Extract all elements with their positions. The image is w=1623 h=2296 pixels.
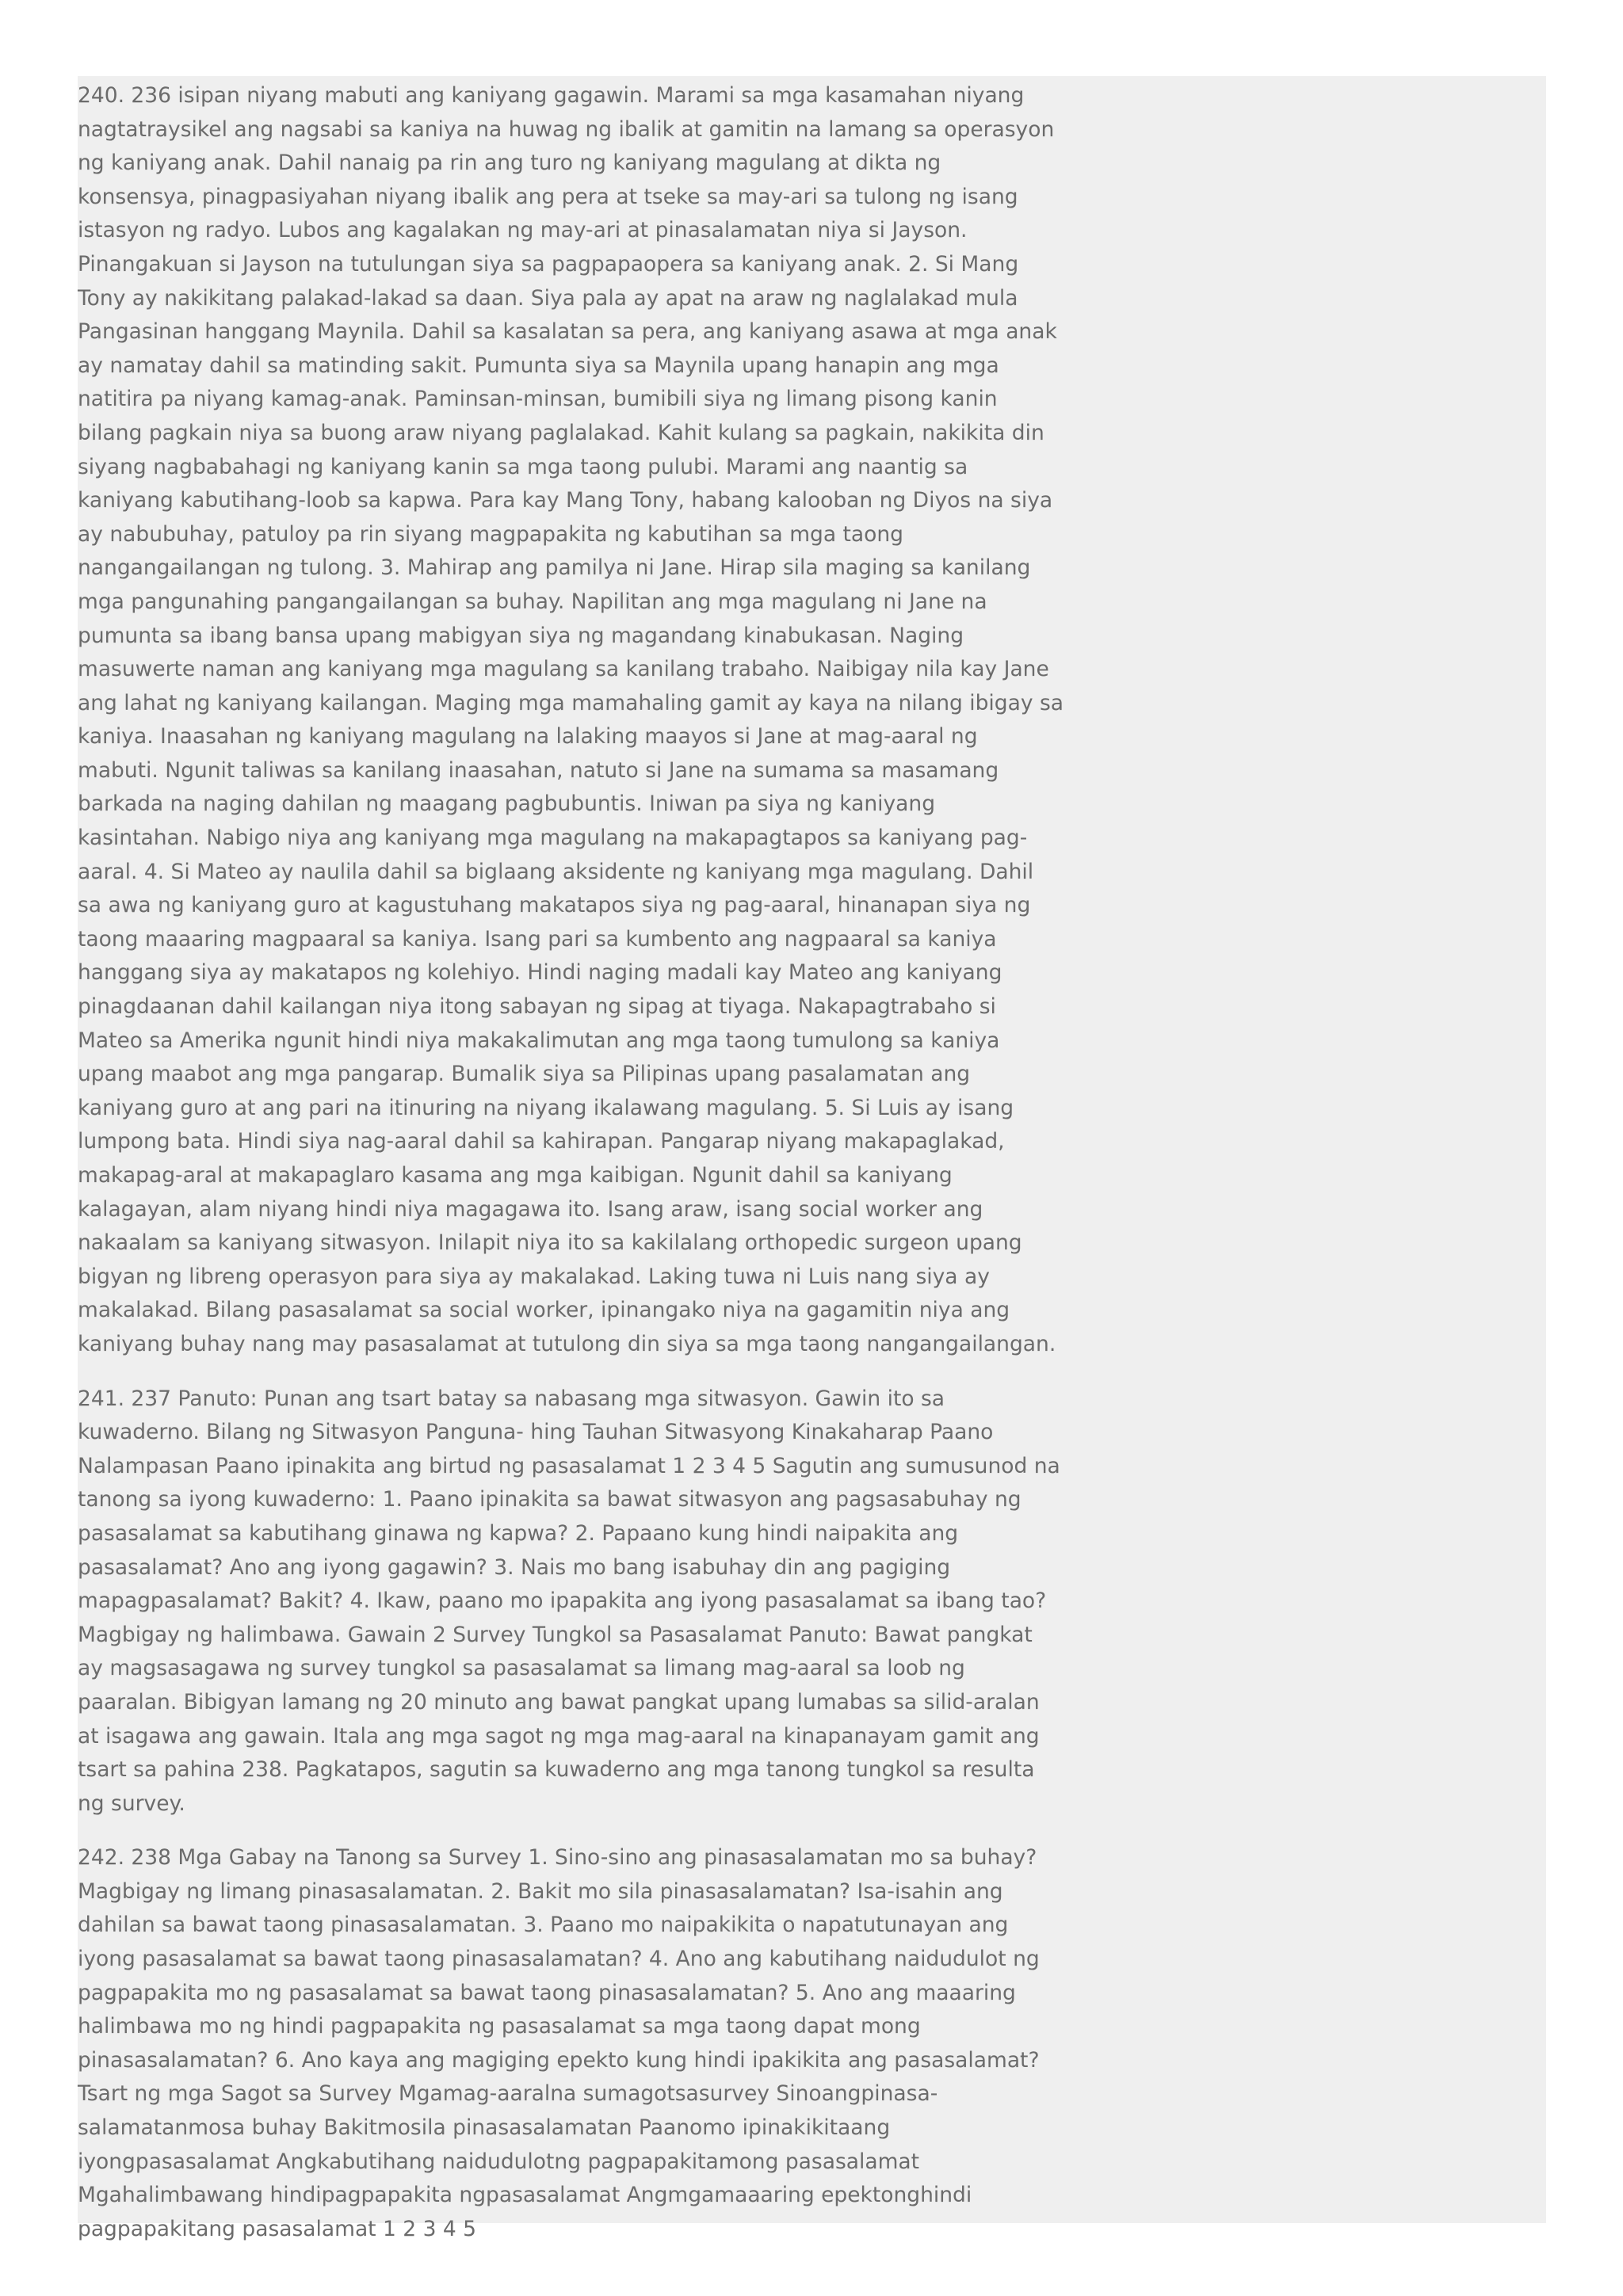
text-column xyxy=(78,76,1064,2267)
paragraph-page-242: 242. 238 Mga Gabay na Tanong sa Survey 1. Sino-sino ang pinasasalamatan mo sa buhay? Magbigay ng limang pinasasalamatan. 2. Bakit mo sila pinasasalamatan? Isa-isahin ang dahilan sa bawat taong pinasasalamatan. 3. Paano mo naipakikita o napatutunayan ang iyong pasasalamat sa bawat taong pinasasalamatan? 4. Ano ang kabutihang naidudulot ng pagpapakita mo ng pasasalamat sa bawat taong pinasasalamatan? 5. Ano ang maaaring halimbawa mo ng hindi pagpapakita ng pasasalamat sa mga taong dapat mong pinasasalamatan? 6. Ano kaya ang magiging epekto kung hindi ipakikita ang pasasalamat? Tsart ng mga Sagot sa Survey Mgamag-aaralna sumagotsasurvey Sinoangpinasa-salamatanmosa buhay Bakitmosila pinasasalamatan Paanomo ipinakikitaang iyongpasasalamat Angkabutihang naidudulotng pagpapakitamong pasasalamat Mgahalimbawang hindipagpapakita ngpasasalamat Angmgamaaaring epektonghindi pagpapakitang pasasalamat 1 2 3 4 5 xyxy=(78,1845,1040,2241)
document-content-box xyxy=(78,76,1546,2241)
paragraph-page-240: 240. 236 isipan niyang mabuti ang kaniyang gagawin. Marami sa mga kasamahan niyang nagtatraysikel ang nagsabi sa kaniya na huwag ng ibalik at gamitin na lamang sa operasyon ng kaniyang anak. Dahil nanaig pa rin ang turo ng kaniyang magulang at dikta ng konsensya, pinagpasiyahan niyang ibalik ang pera at tseke sa may-ari sa tulong ng isang istasyon ng radyo. Lubos ang kagalakan ng may-ari at pinasalamatan niya si Jayson. Pinangakuan si Jayson na tutulungan siya sa pagpapaopera sa kaniyang anak. 2. Si Mang Tony ay nakikitang palakad-lakad sa daan. Siya pala ay apat na araw ng naglalakad mula Pangasinan hanggang Maynila. Dahil sa kasalatan sa pera, ang kaniyang asawa at mga anak ay namatay dahil sa matinding sakit. Pumunta siya sa Maynila upang hanapin ang mga natitira pa niyang kamag-anak. Paminsan-minsan, bumibili siya ng limang pisong kanin bilang pagkain niya sa buong araw niyang paglalakad. Kahit kulang sa pagkain, nakikita din siyang nagbabahagi ng kaniyang kanin sa mga taong pulubi. Marami ang naantig sa kaniyang kabutihang-loob sa kapwa. Para kay Mang Tony, habang kalooban ng Diyos na siya ay nabubuhay, patuloy pa rin siyang magpapakita ng kabutihan sa mga taong nangangailangan ng tulong. 3. Mahirap ang pamilya ni Jane. Hirap sila maging sa kanilang mga pangunahing pangangailangan sa buhay. Napilitan ang mga magulang ni Jane na pumunta sa ibang bansa upang mabigyan siya ng magandang kinabukasan. Naging masuwerte naman ang kaniyang mga magulang sa kanilang trabaho. Naibigay nila kay Jane ang lahat ng kaniyang kailangan. Maging mga mamahaling gamit ay kaya na nilang ibigay sa kaniya. Inaasahan ng kaniyang magulang na lalaking maayos si Jane at mag-aaral ng mabuti. Ngunit taliwas sa kanilang inaasahan, natuto si Jane na sumama sa masamang barkada na naging dahilan ng maagang pagbubuntis. Iniwan pa siya ng kaniyang kasintahan. Nabigo niya ang kaniyang mga magulang na makapagtapos sa kaniyang pag-aaral. 4. Si Mateo ay naulila dahil sa biglaang aksidente ng kaniyang mga magulang. Dahil sa awa ng kaniyang guro at kagustuhang makatapos siya ng pag-aaral, hinanapan siya ng taong maaaring magpaaral sa kaniya. Isang pari sa kumbento ang nagpaaral sa kaniya hanggang siya ay makatapos ng kolehiyo. Hindi naging madali kay Mateo ang kaniyang pinagdaanan dahil kailangan niya itong sabayan ng sipag at tiyaga. Nakapagtrabaho si Mateo sa Amerika ngunit hindi niya makakalimutan ang mga taong tumulong sa kaniya upang maabot ang mga pangarap. Bumalik siya sa Pilipinas upang pasalamatan ang kaniyang guro at ang pari na itinuring na niyang ikalawang magulang. 5. Si Luis ay isang lumpong bata. Hindi siya nag-aaral dahil sa kahirapan. Pangarap niyang makapaglakad, makapag-aral at makapaglaro kasama ang mga kaibigan. Ngunit dahil sa kaniyang kalagayan, alam niyang hindi niya magagawa ito. Isang araw, isang social worker ang nakaalam sa kaniyang sitwasyon. Inilapit niya ito sa kakilalang orthopedic surgeon upang bigyan ng libreng operasyon para siya ay makalakad. Laking tuwa ni Luis nang siya ay makalakad. Bilang pasasalamat sa social worker, ipinangako niya na gagamitin niya ang kaniyang buhay nang may pasasalamat at tutulong din siya sa mga taong nangangailangan. xyxy=(78,83,1064,1356)
paragraph-page-241: 241. 237 Panuto: Punan ang tsart batay sa nabasang mga sitwasyon. Gawin ito sa kuwaderno. Bilang ng Sitwasyon Panguna- hing Tauhan Sitwasyong Kinakaharap Paano Nalampasan Paano ipinakita ang birtud ng pasasalamat 1 2 3 4 5 Sagutin ang sumusunod na tanong sa iyong kuwaderno: 1. Paano ipinakita sa bawat sitwasyon ang pagsasabuhay ng pasasalamat sa kabutihang ginawa ng kapwa? 2. Papaano kung hindi naipakita ang pasasalamat? Ano ang iyong gagawin? 3. Nais mo bang isabuhay din ang pagiging mapagpasalamat? Bakit? 4. Ikaw, paano mo ipapakita ang iyong pasasalamat sa ibang tao? Magbigay ng halimbawa. Gawain 2 Survey Tungkol sa Pasasalamat Panuto: Bawat pangkat ay magsasagawa ng survey tungkol sa pasasalamat sa limang mag-aaral sa loob ng paaralan. Bibigyan lamang ng 20 minuto ang bawat pangkat upang lumabas sa silid-aralan at isagawa ang gawain. Itala ang mga sagot ng mga mag-aaral na kinapanayam gamit ang tsart sa pahina 238. Pagkatapos, sagutin sa kuwaderno ang mga tanong tungkol sa resulta ng survey. xyxy=(78,1386,1060,1816)
